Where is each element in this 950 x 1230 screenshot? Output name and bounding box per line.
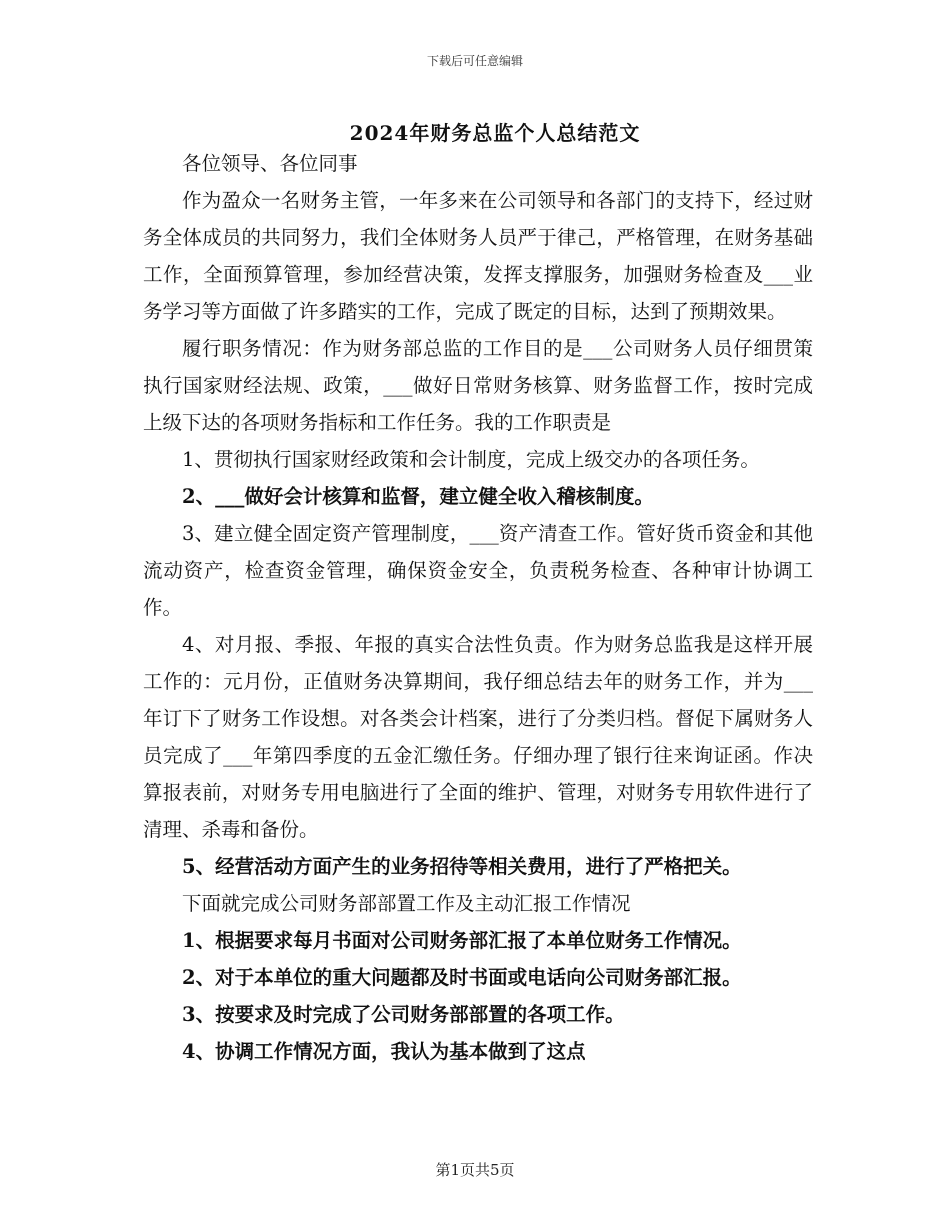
paragraph-item-2: 2、___做好会计核算和监督，建立健全收入稽核制度。 bbox=[182, 485, 654, 508]
paragraph-report-2: 2、对于本单位的重大问题都及时书面或电话向公司财务部汇报。 bbox=[182, 966, 742, 989]
paragraph-item-3: 3、建立健全固定资产管理制度，___资产清查工作。管好货币资金和其他流动资产，检查资金管理，确保资金安全，负责税务检查、各种审计协调工作。 bbox=[143, 522, 813, 619]
header-note: 下载后可任意编辑 bbox=[426, 54, 523, 68]
paragraph-report-intro: 下面就完成公司财务部部置工作及主动汇报工作情况 bbox=[182, 892, 631, 915]
page-footer: 第1页共5页 bbox=[435, 1161, 515, 1179]
document-title: 2024年财务总监个人总结范文 bbox=[349, 121, 641, 145]
paragraph-report-4: 4、协调工作情况方面，我认为基本做到了这点 bbox=[182, 1040, 586, 1063]
paragraph-report-1: 1、根据要求每月书面对公司财务部汇报了本单位财务工作情况。 bbox=[182, 929, 742, 952]
paragraph-salutation: 各位领导、各位同事 bbox=[182, 152, 358, 175]
paragraph-intro: 作为盈众一名财务主管，一年多来在公司领导和各部门的支持下，经过财务全体成员的共同努力，我们全体财务人员严于律己，严格管理，在财务基础工作，全面预算管理，参加经营决策，发挥支撑服务，加强财务检查及___业务学习等方面做了许多踏实的工作，完成了既定的目标，达到了预期效果。 bbox=[143, 189, 813, 323]
paragraph-item-4: 4、对月报、季报、年报的真实合法性负责。作为财务总监我是这样开展工作的：元月份，正值财务决算期间，我仔细总结去年的财务工作，并为___年订下了财务工作设想。对各类会计档案，进行了分类归档。督促下属财务人员完成了___年第四季度的五金汇缴任务。仔细办理了银行往来询证函。作决算报表前，对财务专用电脑进行了全面的维护、管理，对财务专用软件进行了清理、杀毒和备份。 bbox=[143, 633, 813, 841]
paragraph-item-1: 1、贯彻执行国家财经政策和会计制度，完成上级交办的各项任务。 bbox=[182, 448, 760, 471]
paragraph-duties: 履行职务情况：作为财务部总监的工作目的是___公司财务人员仔细贯策执行国家财经法规、政策，___做好日常财务核算、财务监督工作，按时完成上级下达的各项财务指标和工作任务。我的工作职责是 bbox=[143, 337, 813, 434]
document-body bbox=[143, 145, 813, 1070]
paragraph-item-5: 5、经营活动方面产生的业务招待等相关费用，进行了严格把关。 bbox=[182, 855, 742, 878]
paragraph-report-3: 3、按要求及时完成了公司财务部部置的各项工作。 bbox=[182, 1003, 625, 1026]
